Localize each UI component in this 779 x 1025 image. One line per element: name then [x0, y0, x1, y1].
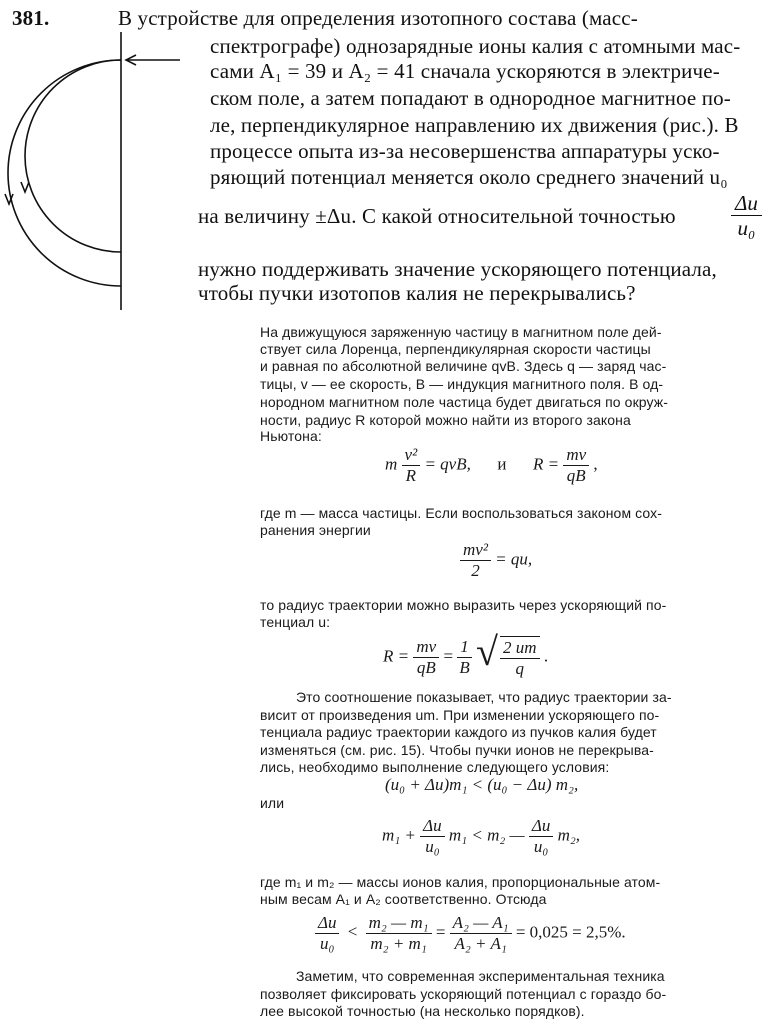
- solution-line: лее высокой точностью (на несколько порядков).: [260, 1003, 585, 1019]
- solution-line: нородном магнитном поле частица будет двигаться по окруж-: [260, 394, 669, 410]
- solution-line: где m — масса частицы. Если воспользоваться законом сох-: [260, 505, 663, 521]
- solution-line: На движущуюся заряженную частицу в магнитном поле дей-: [260, 324, 662, 340]
- solution-line: ранения энергии: [260, 522, 371, 538]
- problem-line: нужно поддерживать значение ускоряющего потенциала,: [198, 257, 717, 281]
- solution-block: [0, 318, 779, 1025]
- solution-line: ствует сила Лоренца, перпендикулярная скорости частицы: [260, 341, 651, 357]
- arrow-down-icon: [21, 182, 29, 192]
- solution-line: или: [260, 795, 285, 811]
- solution-line: где m₁ и m₂ — массы ионов калия, пропорциональные атом-: [260, 874, 661, 890]
- problem-line: сами A₁ = 39 и A₂ = 41 сначала ускоряются в электриче-: [210, 59, 720, 83]
- problem-line: процессе опыта из-за несовершенства аппаратуры уско-: [210, 139, 720, 163]
- solution-line: и равная по абсолютной величине qvB. Здесь q — заряд час-: [260, 358, 667, 374]
- equation-newton: m $\frac{\text{v²}}{R}$ = qvB, и R = $\frac{mv}{qB}$ ,: [385, 445, 598, 485]
- problem-line: чтобы пучки изотопов калия не перекрывались?: [198, 281, 636, 305]
- problem-line: ряющий потенциал меняется около среднего значений u₀: [210, 165, 728, 189]
- solution-line: тенциал u:: [260, 614, 331, 630]
- solution-line: позволяет фиксировать ускоряющий потенциал с гораздо бо-: [260, 986, 667, 1002]
- trajectory-outer-arc: [8, 60, 121, 286]
- sqrt-icon: √: [476, 629, 498, 674]
- problem-line: на величину ±Δu. С какой относительной точностью: [198, 204, 676, 228]
- solution-line: то радиус траектории можно выразить через ускоряющий по-: [260, 597, 667, 613]
- solution-line: тенциала радиус траектории каждого из пучков калия будет: [260, 724, 657, 740]
- problem-line: В устройстве для определения изотопного состава (масс-: [118, 6, 638, 30]
- equation-condition: (u₀ + Δu)m₁ < (u₀ − Δu) m₂,: [385, 775, 579, 794]
- problem-block: [0, 0, 779, 305]
- solution-line: Заметим, что современная экспериментальная техника: [296, 968, 665, 984]
- equation-energy: $\frac{\text{mv²}}{2}$ = qu,: [460, 540, 532, 581]
- relative-precision-fraction: $\frac{\Delta u}{\text{u₀}}$: [731, 191, 762, 240]
- solution-line: ности, радиус R которой можно найти из второго закона: [260, 412, 631, 428]
- problem-line: ле, перпендикулярное направлению их движения (рис.). В: [210, 113, 739, 137]
- solution-line: Ньютона:: [260, 428, 322, 444]
- spectrograph-figure: [0, 30, 200, 315]
- equation-condition-expanded: m₁ + $\frac{\Delta u}{\text{u₀}}$ m₁ < m₂ — $\frac{\Delta u}{\text{u₀}}$ m₂,: [382, 816, 581, 856]
- solution-line: Это соотношение показывает, что радиус траектории за-: [296, 689, 672, 705]
- problem-number: 381.: [12, 6, 50, 30]
- equation-radius: R = $\frac{mv}{qB}$ = $\frac{1}{B}$ √ $\frac{2 um}{q}$ .: [383, 629, 549, 678]
- solution-line: изменяться (см. рис. 15). Чтобы пучки ионов не перекрыва-: [260, 742, 654, 758]
- solution-line: ным весам A₁ и A₂ соответственно. Отсюда: [260, 891, 547, 907]
- solution-line: висит от произведения um. При изменении ускоряющего по-: [260, 707, 660, 723]
- solution-line: тицы, v — ее скорость, B — индукция магнитного поля. В од-: [260, 376, 664, 392]
- problem-line: спектрографе) однозарядные ионы калия с атомными мас-: [210, 34, 741, 58]
- problem-line: ском поле, а затем попадают в однородное магнитное по-: [210, 86, 731, 110]
- trajectory-inner-arc: [25, 60, 121, 252]
- equation-result: $\frac{\Delta u}{\text{u₀}}$ < $\frac{\text{m₂ — m₁}}{\text{m₂ + m₁}}$ = $\frac{\text{A₂ — A₁}}{\text{A₂ + A₁}}$ = 0,025 = 2,5%.: [315, 913, 626, 954]
- solution-line: лись, необходимо выполнение следующего условия:: [260, 759, 610, 775]
